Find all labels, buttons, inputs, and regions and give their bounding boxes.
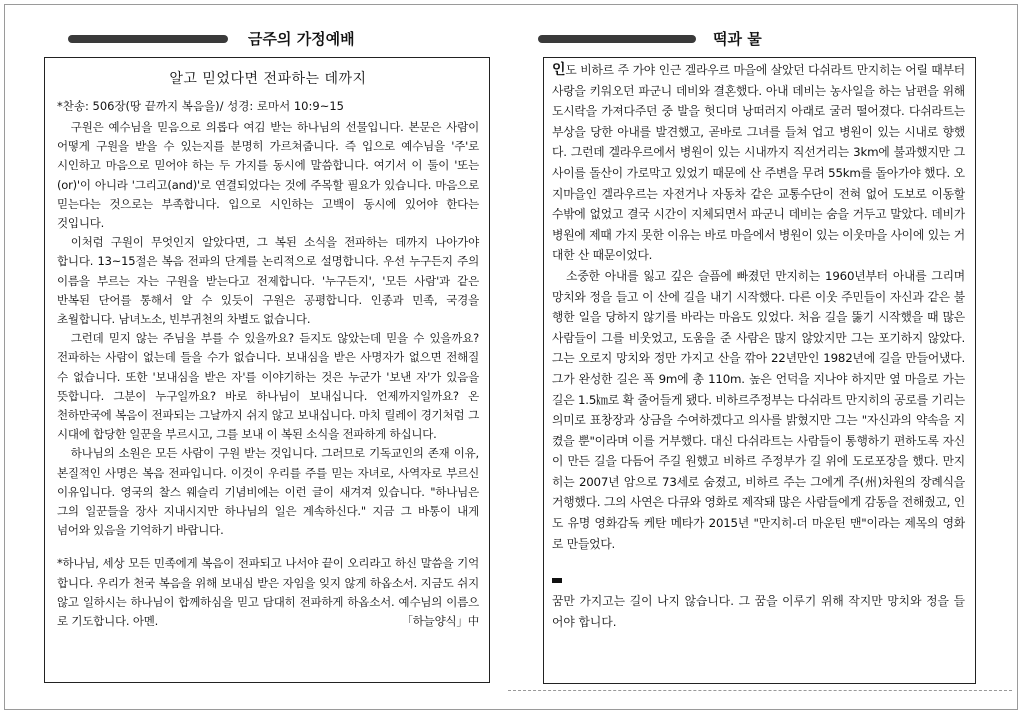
header-bar-decoration: [68, 35, 228, 43]
worship-paragraph: 이처럼 구원이 무엇인지 알았다면, 그 복된 소식을 전파하는 데까지 나아가야 합니다. 13~15절은 복음 전파의 단계를 논리적으로 설명합니다. 우선 누구든지 주의 이름을 부르는 자는 구원을 받는다고 전제합니다. '누구든지', '모든 사람'과 같은 반복된 단어를 통해서 알 수 있듯이 구원은 공평합니다. 인종과 민족, 국경을 초월합니다. 남녀노소, 빈부귀천의 차별도 없습니다.: [57, 235, 479, 327]
right-section-header: [538, 28, 838, 52]
story-box: [543, 57, 976, 684]
hymn-scripture-line: *찬송: 506장(땅 끝까지 복음을)/ 성경: 로마서 10:9~15: [57, 99, 344, 113]
section-marker: [552, 578, 562, 583]
prayer-paragraph: [57, 554, 479, 631]
family-worship-box: [44, 57, 490, 683]
left-section-title: 금주의 가정예배: [248, 30, 355, 48]
story-paragraph: [552, 60, 965, 266]
closing-message: 꿈만 가지고는 길이 나지 않습니다. 그 꿈을 이루기 위해 작지만 망치와 정을 들어야 합니다.: [552, 594, 965, 629]
right-section-title: 떡과 물: [713, 30, 762, 48]
worship-paragraph: 그런데 믿지 않는 주님을 부를 수 있을까요? 듣지도 않았는데 믿을 수 있을까요? 전파하는 사람이 없는데 들을 수가 없습니다. 보내심을 받은 사명자가 없으면 전해질 수 없습니다. 또한 '보내심을 받은 자'를 이야기하는 것은 누군가 '보낸 자'가 있음을 뜻합니다. 그분이 누구일까요? 바로 하나님이 보내십니다. 언제까지일까요? 온 천하만국에 복음이 전파되는 그날까지 쉬지 않고 보내십니다. 마치 릴레이 경기처럼 그 시대에 합당한 일꾼을 부르시고, 그를 보내 이 복된 소식을 전파하게 하십니다.: [57, 331, 479, 442]
worship-paragraph: 구원은 예수님을 믿음으로 의롭다 여김 받는 하나님의 선물입니다. 본문은 사람이 어떻게 구원을 받을 수 있는지를 분명히 가르쳐줍니다. 즉 입으로 예수님을 '주'로 시인하고 마음으로 믿어야 하는 두 가지를 동시에 말씀합니다. 여기서 이 둘이 '또는(or)'이 아니라 '그리고(and)'로 연결되었다는 것에 주목할 필요가 있습니다. 마음으로 믿는다는 것으로는 부족합니다. 입으로 시인하는 고백이 동시에 있어야 한다는 것입니다.: [57, 120, 479, 231]
header-bar-decoration: [538, 35, 696, 43]
left-section-header: [68, 28, 408, 52]
worship-paragraph: 하나님의 소원은 모든 사람이 구원 받는 것입니다. 그러므로 기독교인의 존재 이유, 본질적인 사명은 복음 전파입니다. 이것이 우리를 주를 믿는 자녀로, 사역자로 부르신 이유입니다. 영국의 찰스 웨슬리 기념비에는 이런 글이 새겨져 있습니다. "하나님은 그의 일꾼들을 장사 지내시지만 하나님의 일은 계속하신다." 지금 그 바통이 내게 넘어와 있음을 기억하기 바랍니다.: [57, 446, 479, 538]
worship-title: 알고 믿었다면 전파하는 데까지: [169, 71, 367, 87]
story-paragraph-text: 도 비하르 주 가야 인근 겔라우르 마을에 살았던 다쉬라트 만지히는 어릴 때부터 사랑을 키워오던 파군니 데비와 결혼했다. 아내 데비는 농사일을 하는 남편을 위해 도시락을 가져다주던 중 발을 헛디뎌 낭떠러지 아래로 굴러 떨어졌다. 다쉬라트는 부상을 당한 아내를 발견했고, 곧바로 그녀를 들쳐 업고 병원이 있는 시내로 향했다. 그런데 겔라우르에서 병원이 있는 시내까지 직선거리는 3km에 불과했지만 그 사이를 돌산이 가로막고 있었기 때문에 산 주변을 무려 55km를 돌아가야 했다. 오지마을인 겔라우르는 자전거나 자동차 같은 교통수단이 전혀 없어 도보로 이동할 수밖에 없었고 결국 시간이 지체되면서 파군니 데비는 숨을 거두고 말았다. 데비가 병원에 제때 가지 못한 이유는 바로 마을에서 병원이 있는 이웃마을 사이에 있는 거대한 산 때문이었다.: [552, 63, 965, 263]
drop-cap: 인: [552, 62, 566, 78]
story-paragraph: 소중한 아내를 잃고 깊은 슬픔에 빠졌던 만지히는 1960년부터 아내를 그리며 망치와 정을 들고 이 산에 길을 내기 시작했다. 다른 이웃 주민들이 자신과 같은 불행한 일을 당하지 않기를 바라는 마음도 있었다. 처음 길을 뚫기 시작했을 때 많은 사람들이 그를 비웃었고, 도움을 준 사람은 많지 않았지만 그는 포기하지 않았다. 그는 오로지 망치와 정만 가지고 산을 깎아 22년만인 1982년에 길을 만들어냈다. 그가 완성한 길은 폭 9m에 총 110m. 높은 언덕을 지나야 하지만 옆 마을로 가는 길은 1.5㎞로 확 줄어들게 됐다. 비하르주정부는 다쉬라트 만지히의 공로를 기리는 의미로 표창장과 상금을 수여하겠다고 의사를 밝혔지만 그는 "자신과의 약속을 지켰을 뿐"이라며 이를 거부했다. 대신 다쉬라트는 사람들이 통행하기 편하도록 자신이 만든 길을 다듬어 주길 원했고 비하르 주정부가 길 위에 도로포장을 했다. 만지히는 2007년 암으로 73세로 숨졌고, 비하르 주는 그에게 주(州)차원의 장례식을 거행했다. 그의 사연은 다큐와 영화로 제작돼 많은 사람들에게 감동을 전해줬고, 인도 유명 영화감독 케탄 메타가 2015년 "만지히-더 마운틴 맨"이라는 제목의 영화로 만들었다.: [552, 268, 965, 551]
source-credit: 「하늘양식」中: [401, 614, 479, 629]
prayer-text: *하나님, 세상 모든 민족에게 복음이 전파되고 나서야 끝이 오리라고 하신 말씀을 기억합니다. 우리가 천국 복음을 위해 보내심 받은 자임을 잊지 않게 하옵소서. 지금도 쉬지 않고 일하시는 하나님이 합께하심을 믿고 담대히 전파하게 하옵소서. 예수님의 이름으로 기도합니다. 아멘.: [57, 556, 479, 629]
cut-line: [508, 690, 1012, 691]
